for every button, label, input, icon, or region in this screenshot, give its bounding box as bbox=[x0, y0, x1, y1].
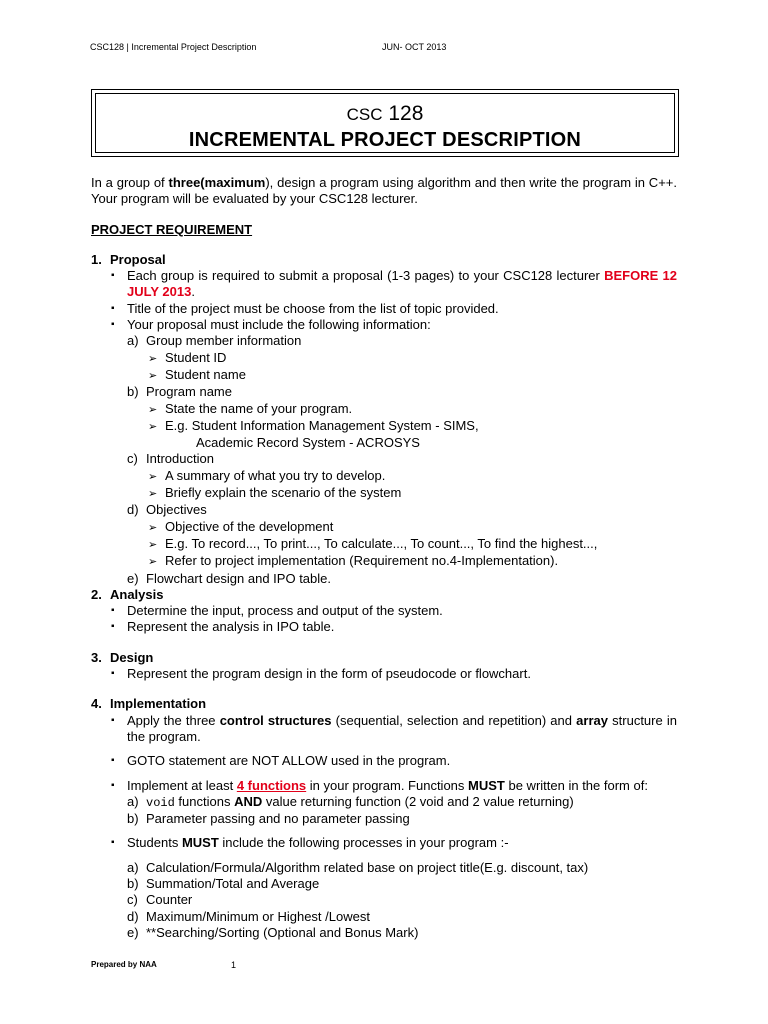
arrow-item bbox=[91, 553, 677, 570]
arrow-item bbox=[91, 418, 677, 435]
sub-label: b) bbox=[127, 811, 139, 827]
arrow-bullet-icon: ➢ bbox=[148, 369, 158, 382]
highlight-text: 4 functions bbox=[236, 777, 307, 793]
process-item bbox=[91, 925, 677, 941]
sub-text: Summation/Total and Average bbox=[146, 875, 320, 891]
sub-label: a) bbox=[127, 793, 139, 809]
arrow-text: Student name bbox=[165, 366, 246, 382]
intro-text-2: ), design a program using algorithm and then write the program in C++. Your program will be evaluated by your CSC128 lecturer. bbox=[91, 175, 677, 207]
sub-label: b) bbox=[127, 384, 139, 400]
title-box bbox=[91, 89, 679, 157]
arrow-text: Objective of the development bbox=[165, 518, 334, 534]
course-prefix: CSC bbox=[346, 105, 383, 124]
text: structure in the program. bbox=[127, 712, 677, 744]
sub-item bbox=[91, 811, 677, 827]
section-number: 3. bbox=[91, 649, 102, 665]
bullet-item bbox=[91, 713, 677, 746]
arrow-bullet-icon: ➢ bbox=[148, 352, 158, 365]
text: include the following processes in your program :- bbox=[218, 835, 509, 851]
text: be written in the form of: bbox=[504, 777, 648, 793]
bullet-item: ▪ Your proposal must include the following information: bbox=[91, 317, 677, 333]
sub-text: Calculation/Formula/Algorithm related base on project title(E.g. discount, tax) bbox=[146, 859, 589, 875]
sub-label: d) bbox=[127, 502, 139, 518]
prepared-by: Prepared by NAA bbox=[91, 960, 157, 969]
header-right: JUN- OCT 2013 bbox=[382, 42, 447, 52]
sub-text: Maximum/Minimum or Highest /Lowest bbox=[146, 908, 370, 924]
sub-label: e) bbox=[127, 924, 139, 940]
header-left: CSC128 | Incremental Project Description bbox=[90, 42, 257, 52]
arrow-text: State the name of your program. bbox=[165, 400, 353, 416]
requirement-heading: PROJECT REQUIREMENT bbox=[91, 221, 253, 237]
section-title: Analysis bbox=[110, 586, 164, 602]
sub-text: **Searching/Sorting (Optional and Bonus Mark) bbox=[146, 924, 419, 940]
section-design bbox=[91, 650, 677, 666]
arrow-item bbox=[91, 350, 677, 367]
bold-text: MUST bbox=[468, 777, 505, 793]
arrow-text: Student ID bbox=[165, 349, 227, 365]
bullet-item: ▪ Title of the project must be choose from the list of topic provided. bbox=[91, 301, 677, 317]
arrow-bullet-icon: ➢ bbox=[148, 521, 158, 534]
text: functions bbox=[174, 793, 235, 809]
arrow-item bbox=[91, 485, 677, 502]
text: value returning function (2 void and 2 value returning) bbox=[262, 793, 574, 809]
sub-text: Counter bbox=[146, 892, 193, 908]
bold-text: MUST bbox=[181, 835, 219, 851]
sub-label: c) bbox=[127, 451, 138, 467]
sub-label: b) bbox=[127, 875, 139, 891]
arrow-text: Briefly explain the scenario of the system bbox=[165, 485, 402, 501]
spacer bbox=[91, 745, 677, 753]
page-footer bbox=[91, 960, 237, 970]
process-item bbox=[91, 892, 677, 908]
arrow-item bbox=[91, 367, 677, 384]
arrow-text: A summary of what you try to develop. bbox=[165, 467, 386, 483]
deadline-text: BEFORE 12 JULY 2013 bbox=[127, 268, 677, 300]
process-item bbox=[91, 860, 677, 876]
arrow-text: E.g. To record..., To print..., To calculate..., To count..., To find the highest..., bbox=[165, 535, 598, 551]
intro-paragraph bbox=[91, 175, 677, 208]
sub-text: Objectives bbox=[146, 502, 207, 518]
bold-text: control structures bbox=[219, 712, 332, 728]
bullet-item: ▪ Represent the analysis in IPO table. bbox=[91, 619, 677, 635]
sub-label: c) bbox=[127, 892, 138, 908]
course-number: 128 bbox=[388, 102, 424, 125]
page-header bbox=[90, 42, 690, 52]
sub-item bbox=[91, 451, 677, 467]
sub-item bbox=[91, 384, 677, 400]
arrow-bullet-icon: ➢ bbox=[148, 488, 158, 501]
section-number: 4. bbox=[91, 696, 102, 712]
sub-text: Parameter passing and no parameter passing bbox=[146, 811, 410, 827]
code-text: void bbox=[146, 795, 175, 810]
page-number: 1 bbox=[231, 960, 237, 970]
intro-bold: three(maximum bbox=[168, 175, 266, 190]
arrow-bullet-icon: ➢ bbox=[148, 470, 158, 483]
sub-text: Group member information bbox=[146, 333, 302, 349]
arrow-text: E.g. Student Information Management System - SIMS, bbox=[165, 417, 479, 433]
bullet-item: ▪ GOTO statement are NOT ALLOW used in the program. bbox=[91, 753, 677, 769]
bold-text: AND bbox=[234, 793, 263, 809]
section-analysis bbox=[91, 587, 677, 603]
sub-item bbox=[91, 571, 677, 587]
text: Apply the three bbox=[127, 712, 220, 728]
bullet-item bbox=[91, 268, 677, 301]
bullet-item: ▪ Determine the input, process and output of the system. bbox=[91, 603, 677, 619]
sub-label: d) bbox=[127, 908, 139, 924]
bullet-item: ▪ Represent the program design in the form of pseudocode or flowchart. bbox=[91, 666, 677, 682]
arrow-text: Refer to project implementation (Requirement no.4-Implementation). bbox=[165, 553, 559, 569]
arrow-item bbox=[91, 536, 677, 553]
section-implementation bbox=[91, 696, 677, 712]
section-proposal bbox=[91, 252, 677, 268]
arrow-continuation: Academic Record System - ACROSYS bbox=[196, 435, 420, 451]
arrow-item bbox=[91, 519, 677, 536]
sub-text: Flowchart design and IPO table. bbox=[146, 570, 331, 586]
arrow-bullet-icon: ➢ bbox=[148, 403, 158, 416]
section-number: 1. bbox=[91, 251, 102, 267]
text: in your program. Functions bbox=[306, 777, 469, 793]
spacer bbox=[91, 827, 677, 835]
bullet-item bbox=[91, 835, 677, 851]
bullet-end: . bbox=[191, 284, 195, 300]
course-code bbox=[96, 102, 674, 127]
sub-text: Introduction bbox=[146, 451, 214, 467]
process-item bbox=[91, 876, 677, 892]
document-title: INCREMENTAL PROJECT DESCRIPTION bbox=[188, 129, 582, 151]
sub-label: e) bbox=[127, 570, 139, 586]
sub-label: a) bbox=[127, 333, 139, 349]
bold-text: array bbox=[576, 712, 608, 728]
document-body bbox=[91, 175, 677, 941]
bullet-item bbox=[91, 778, 677, 794]
spacer bbox=[91, 852, 677, 860]
sub-text: Program name bbox=[146, 384, 232, 400]
arrow-item bbox=[91, 401, 677, 418]
intro-text-1: In a group of bbox=[91, 175, 169, 190]
text: Students bbox=[127, 835, 182, 851]
section-title: Proposal bbox=[110, 251, 166, 267]
text: (sequential, selection and repetition) and bbox=[331, 712, 577, 728]
section-number: 2. bbox=[91, 586, 102, 602]
sub-label: a) bbox=[127, 859, 139, 875]
section-title: Design bbox=[110, 649, 154, 665]
arrow-item bbox=[91, 468, 677, 485]
bullet-text: Each group is required to submit a proposal (1-3 pages) to your CSC128 lecturer bbox=[127, 268, 605, 284]
arrow-bullet-icon: ➢ bbox=[148, 556, 158, 569]
spacer bbox=[91, 770, 677, 778]
process-item bbox=[91, 909, 677, 925]
sub-item bbox=[91, 794, 677, 811]
title-box-inner bbox=[95, 93, 675, 153]
sub-item bbox=[91, 333, 677, 349]
section-title: Implementation bbox=[110, 696, 207, 712]
arrow-bullet-icon: ➢ bbox=[148, 538, 158, 551]
arrow-bullet-icon: ➢ bbox=[148, 420, 158, 433]
sub-item bbox=[91, 502, 677, 518]
text: Implement at least bbox=[127, 777, 237, 793]
